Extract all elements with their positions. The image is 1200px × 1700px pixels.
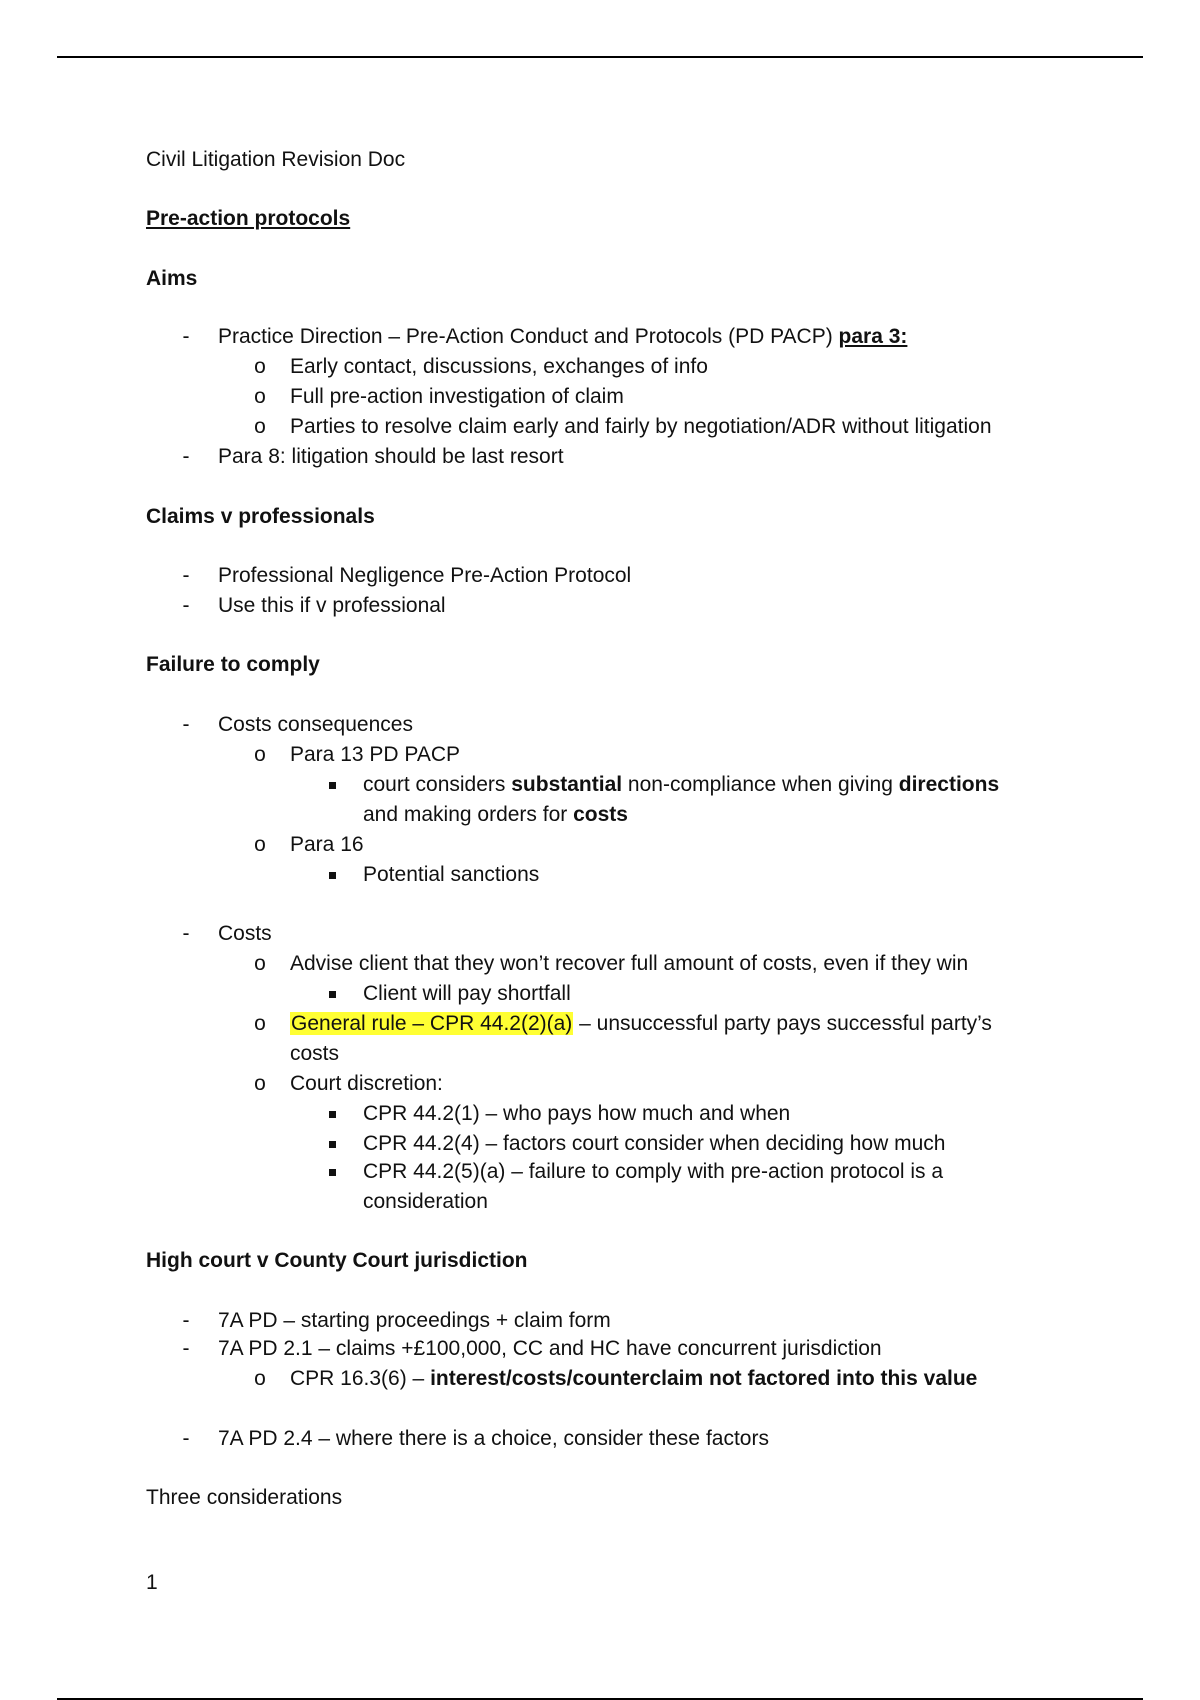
- dash-bullet: -: [182, 325, 190, 348]
- text-run: court considers: [363, 773, 512, 796]
- list-item: Para 13 PD PACP: [290, 743, 461, 766]
- square-bullet: [322, 771, 342, 799]
- bold-directions: directions: [898, 773, 1000, 796]
- list-item: Costs: [218, 922, 272, 945]
- highlighted-general-rule: General rule – CPR 44.2(2)(a): [291, 1012, 573, 1035]
- list-item: Potential sanctions: [363, 863, 540, 886]
- pd-pacp-para: para 3:: [838, 325, 908, 348]
- dash-bullet: -: [182, 564, 190, 587]
- circle-bullet: o: [254, 833, 266, 856]
- dash-bullet: -: [182, 713, 190, 736]
- list-item: Para 16: [290, 833, 364, 856]
- circle-bullet: o: [254, 743, 266, 766]
- circle-bullet: o: [254, 415, 266, 438]
- dash-bullet: -: [182, 445, 190, 468]
- text-run: and making orders for: [363, 803, 574, 826]
- list-item-continuation: costs: [290, 1042, 340, 1065]
- list-item: CPR 44.2(1) – who pays how much and when: [363, 1102, 791, 1125]
- bold-interest-costs: interest/costs/counterclaim not factored into this value: [430, 1367, 978, 1390]
- heading-failure-to-comply: Failure to comply: [146, 653, 320, 676]
- circle-bullet: o: [254, 952, 266, 975]
- square-bullet: [322, 1130, 342, 1158]
- list-item: [218, 323, 907, 351]
- circle-bullet: o: [254, 1072, 266, 1095]
- top-rule: [57, 56, 1143, 58]
- document-title: Civil Litigation Revision Doc: [146, 148, 406, 171]
- list-item: Advise client that they won’t recover full amount of costs, even if they win: [290, 952, 969, 975]
- list-item: [290, 1010, 992, 1038]
- list-item: CPR 44.2(4) – factors court consider when deciding how much: [363, 1132, 946, 1155]
- list-item: Costs consequences: [218, 713, 413, 736]
- text-run: non-compliance when giving: [622, 773, 899, 796]
- list-item: Full pre-action investigation of claim: [290, 385, 624, 408]
- list-item: 7A PD – starting proceedings + claim form: [218, 1309, 611, 1332]
- square-bullet: [322, 1100, 342, 1128]
- section-heading-pre-action: Pre-action protocols: [146, 207, 351, 230]
- square-bullet: [322, 980, 342, 1008]
- dash-bullet: -: [182, 594, 190, 617]
- list-item: 7A PD 2.1 – claims +£100,000, CC and HC have concurrent jurisdiction: [218, 1337, 882, 1360]
- dash-bullet: -: [182, 922, 190, 945]
- dash-bullet: -: [182, 1337, 190, 1360]
- heading-claims-v-professionals: Claims v professionals: [146, 505, 375, 528]
- bold-costs: costs: [573, 803, 628, 826]
- text-run: – unsuccessful party pays successful party’s: [573, 1012, 992, 1035]
- dash-bullet: -: [182, 1427, 190, 1450]
- list-item-continuation: consideration: [363, 1190, 488, 1213]
- bold-substantial: substantial: [511, 773, 623, 796]
- heading-jurisdiction: High court v County Court jurisdiction: [146, 1249, 528, 1272]
- list-item-continuation: [363, 801, 628, 829]
- circle-bullet: o: [254, 1012, 266, 1035]
- page-number: 1: [146, 1571, 158, 1594]
- list-item: Client will pay shortfall: [363, 982, 571, 1005]
- list-item: Court discretion:: [290, 1072, 443, 1095]
- text-run: CPR 16.3(6) –: [290, 1367, 431, 1390]
- list-item: Professional Negligence Pre-Action Protocol: [218, 564, 632, 587]
- circle-bullet: o: [254, 355, 266, 378]
- circle-bullet: o: [254, 385, 266, 408]
- list-item: [363, 771, 999, 799]
- circle-bullet: o: [254, 1367, 266, 1390]
- three-considerations: Three considerations: [146, 1486, 343, 1509]
- pd-pacp-text: Practice Direction – Pre-Action Conduct and Protocols (PD PACP): [218, 325, 839, 348]
- list-item: [290, 1365, 977, 1393]
- list-item: Parties to resolve claim early and fairly by negotiation/ADR without litigation: [290, 415, 992, 438]
- heading-aims: Aims: [146, 267, 198, 290]
- list-item: Early contact, discussions, exchanges of info: [290, 355, 708, 378]
- square-bullet: [322, 1158, 342, 1186]
- dash-bullet: -: [182, 1309, 190, 1332]
- list-item: CPR 44.2(5)(a) – failure to comply with pre-action protocol is a: [363, 1160, 944, 1183]
- list-item: Para 8: litigation should be last resort: [218, 445, 564, 468]
- list-item: 7A PD 2.4 – where there is a choice, consider these factors: [218, 1427, 769, 1450]
- list-item: Use this if v professional: [218, 594, 446, 617]
- square-bullet: [322, 861, 342, 889]
